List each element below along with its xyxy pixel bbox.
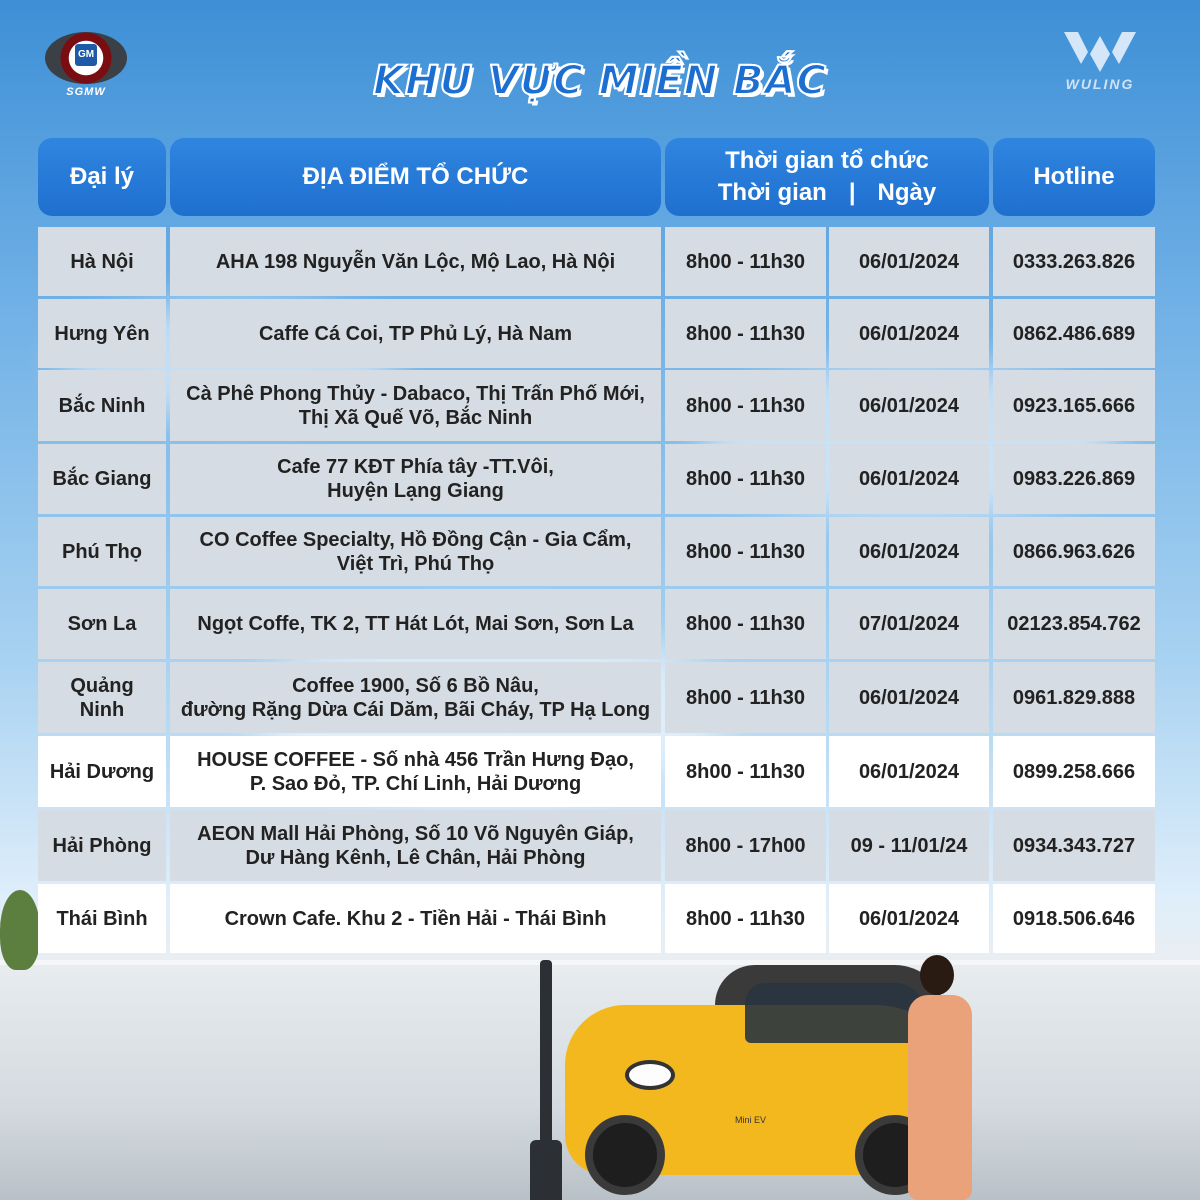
header-date: Ngày [877, 179, 937, 206]
hotline-cell: 0866.963.626 [993, 517, 1155, 586]
header-time-group-label: Thời gian tổ chức [725, 147, 929, 174]
agent-cell: Bắc Giang [38, 444, 166, 514]
car-badge: Mini EV [735, 1115, 767, 1125]
date-cell: 06/01/2024 [829, 370, 989, 441]
header-time-group [665, 138, 989, 216]
hotline-cell: 0934.343.727 [993, 810, 1155, 881]
date-cell: 06/01/2024 [829, 299, 989, 368]
woman-head [920, 955, 954, 995]
place-cell: Crown Cafe. Khu 2 - Tiền Hải - Thái Bình [170, 884, 661, 953]
date-cell: 06/01/2024 [829, 884, 989, 953]
agent-cell: Hưng Yên [38, 299, 166, 368]
place-cell: CO Coffee Specialty, Hồ Đồng Cận - Gia Cẩm, Việt Trì, Phú Thọ [170, 517, 661, 586]
header-place: ĐỊA ĐIỂM TỔ CHỨC [170, 138, 661, 216]
woman-dress [908, 995, 972, 1200]
time-cell: 8h00 - 11h30 [665, 299, 826, 368]
time-cell: 8h00 - 11h30 [665, 662, 826, 733]
date-cell: 06/01/2024 [829, 662, 989, 733]
date-cell: 06/01/2024 [829, 517, 989, 586]
hotline-cell: 0333.263.826 [993, 227, 1155, 296]
woman-figure [900, 955, 980, 1200]
place-cell: Cà Phê Phong Thủy - Dabaco, Thị Trấn Phố Mới, Thị Xã Quế Võ, Bắc Ninh [170, 370, 661, 441]
agent-cell: Thái Bình [38, 884, 166, 953]
agent-cell: Phú Thọ [38, 517, 166, 586]
place-cell: Ngọt Coffe, TK 2, TT Hát Lót, Mai Sơn, Sơn La [170, 589, 661, 659]
header-time: Thời gian [717, 179, 827, 206]
header-time-sub [718, 177, 936, 209]
date-cell: 06/01/2024 [829, 736, 989, 807]
place-cell: Coffee 1900, Số 6 Bồ Nâu, đường Rặng Dừa Cái Dăm, Bãi Cháy, TP Hạ Long [170, 662, 661, 733]
agent-cell: Hải Dương [38, 736, 166, 807]
gm-badge: GM [75, 44, 97, 66]
time-cell: 8h00 - 11h30 [665, 370, 826, 441]
agent-cell: Hà Nội [38, 227, 166, 296]
tree [0, 890, 40, 970]
date-cell: 09 - 11/01/24 [829, 810, 989, 881]
agent-cell: Hải Phòng [38, 810, 166, 881]
place-cell: Cafe 77 KĐT Phía tây -TT.Vôi, Huyện Lạng Giang [170, 444, 661, 514]
hotline-cell: 0918.506.646 [993, 884, 1155, 953]
page-title: KHU VỰC MIỀN BẮC [373, 58, 827, 104]
car-wheel [585, 1115, 665, 1195]
wuling-diamonds-icon [1060, 28, 1140, 76]
car-window [745, 983, 925, 1043]
time-cell: 8h00 - 11h30 [665, 736, 826, 807]
car-headlight [625, 1060, 675, 1090]
wuling-logo [1050, 28, 1150, 98]
date-cell: 06/01/2024 [829, 444, 989, 514]
hotline-cell: 0983.226.869 [993, 444, 1155, 514]
agent-cell: Bắc Ninh [38, 370, 166, 441]
hotline-cell: 02123.854.762 [993, 589, 1155, 659]
agent-cell: Quảng Ninh [38, 662, 166, 733]
time-cell: 8h00 - 17h00 [665, 810, 826, 881]
wuling-wordmark: WULING [1065, 76, 1135, 92]
date-cell: 06/01/2024 [829, 227, 989, 296]
hotline-cell: 0961.829.888 [993, 662, 1155, 733]
date-cell: 07/01/2024 [829, 589, 989, 659]
time-cell: 8h00 - 11h30 [665, 227, 826, 296]
time-cell: 8h00 - 11h30 [665, 517, 826, 586]
place-cell: HOUSE COFFEE - Số nhà 456 Trần Hưng Đạo, P. Sao Đỏ, TP. Chí Linh, Hải Dương [170, 736, 661, 807]
place-cell: AHA 198 Nguyễn Văn Lộc, Mộ Lao, Hà Nội [170, 227, 661, 296]
place-cell: AEON Mall Hải Phòng, Số 10 Võ Nguyên Giáp, Dư Hàng Kênh, Lê Chân, Hải Phòng [170, 810, 661, 881]
hotline-cell: 0899.258.666 [993, 736, 1155, 807]
hotline-cell: 0923.165.666 [993, 370, 1155, 441]
header-separator: | [848, 179, 856, 206]
header-agent: Đại lý [38, 138, 166, 216]
sgmw-caption: SGMW [66, 86, 106, 98]
header-hotline: Hotline [993, 138, 1155, 216]
time-cell: 8h00 - 11h30 [665, 884, 826, 953]
agent-cell: Sơn La [38, 589, 166, 659]
time-cell: 8h00 - 11h30 [665, 444, 826, 514]
hotline-cell: 0862.486.689 [993, 299, 1155, 368]
sgmw-logo [45, 32, 127, 98]
time-cell: 8h00 - 11h30 [665, 589, 826, 659]
street-lamp [540, 960, 552, 1170]
street-lamp-base [530, 1140, 562, 1200]
place-cell: Caffe Cá Coi, TP Phủ Lý, Hà Nam [170, 299, 661, 368]
